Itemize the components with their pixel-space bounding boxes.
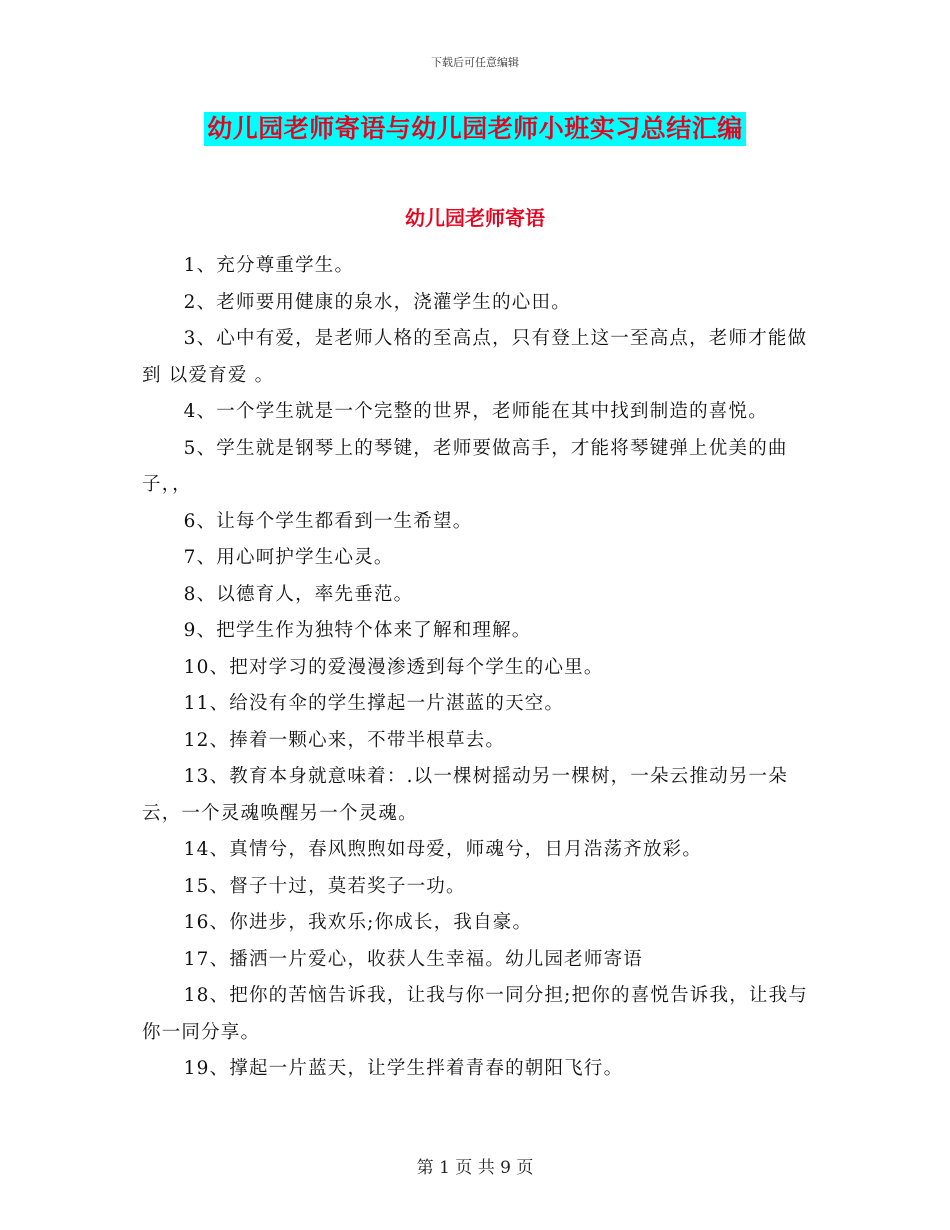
paragraph-14: 14、真情兮，春风煦煦如母爱，师魂兮，日月浩荡齐放彩。 [183, 839, 703, 860]
paragraph-19: 19、撑起一片蓝天，让学生拌着青春的朝阳飞行。 [183, 1058, 624, 1079]
paragraph-8: 8、以德育人，率先垂范。 [183, 583, 414, 605]
document-title: 幼儿园老师寄语与幼儿园老师小班实习总结汇编 [204, 112, 746, 146]
paragraph-1: 1、充分尊重学生。 [183, 255, 355, 276]
paragraph-17: 17、播洒一片爱心，收获人生幸福。幼儿园老师寄语 [183, 948, 643, 970]
header-note: 下载后可任意编辑 [431, 56, 519, 69]
paragraph-7: 7、用心呵护学生心灵。 [183, 547, 394, 568]
paragraph-6: 6、让每个学生都看到一生希望。 [183, 510, 473, 532]
section-title: 幼儿园老师寄语 [405, 206, 545, 230]
paragraph-5: 5、学生就是钢琴上的琴键，老师要做高手，才能将琴键弹上优美的曲子，， [142, 437, 788, 495]
paragraph-18: 18、把你的苦恼告诉我，让我与你一同分担;把你的喜悦告诉我，让我与你一同分享。 [142, 985, 809, 1043]
paragraph-15: 15、督子十过，莫若奖子一功。 [183, 875, 466, 897]
paragraph-13: 13、教育本身就意味着：.以一棵树摇动另一棵树，一朵云推动另一朵云，一个灵魂唤醒另一个灵魂。 [142, 766, 788, 824]
page-footer: 第 1 页 共 9 页 [416, 1158, 534, 1178]
paragraph-10: 10、把对学习的爱漫漫渗透到每个学生的心里。 [183, 656, 604, 678]
paragraph-11: 11、给没有伞的学生撑起一片湛蓝的天空。 [183, 693, 565, 714]
paragraph-4: 4、一个学生就是一个完整的世界，老师能在其中找到制造的喜悦。 [183, 401, 768, 422]
paragraph-16: 16、你进步，我欢乐;你成长，我自豪。 [183, 912, 533, 933]
document-title-container [0, 112, 950, 146]
paragraph-3: 3、心中有爱，是老师人格的至高点，只有登上这一至高点，老师才能做到 以爱育爱 。 [142, 328, 808, 386]
paragraph-12: 12、捧着一颗心来，不带半根草去。 [183, 729, 506, 751]
paragraph-9: 9、把学生作为独特个体来了解和理解。 [183, 620, 532, 641]
content-body [142, 248, 812, 1088]
paragraph-2: 2、老师要用健康的泉水，浇灌学生的心田。 [183, 291, 571, 313]
